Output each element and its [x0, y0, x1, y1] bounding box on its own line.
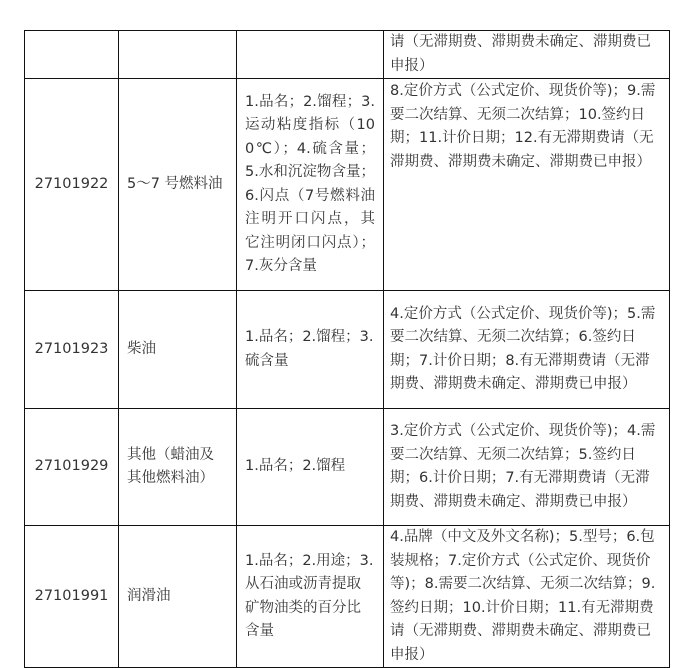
product-name-cell: 润滑油: [119, 526, 237, 668]
required-elements-cell: 1.品名；2.馏程；3.硫含量: [237, 291, 384, 409]
table-row: [25, 291, 670, 409]
hs-code-cell: 27101929: [25, 409, 119, 526]
table-row: [25, 526, 670, 668]
hs-code-cell: 27101991: [25, 526, 119, 668]
table-row: [25, 31, 670, 79]
hs-code-cell: 27101922: [25, 79, 119, 291]
declaration-elements-table: [24, 30, 670, 668]
other-elements-cell: 请（无滞期费、滞期费未确定、滞期费已申报）: [384, 31, 670, 79]
required-elements-cell: 1.品名；2.馏程: [237, 409, 384, 526]
required-elements-cell: 1.品名；2.用途；3.从石油或沥青提取矿物油类的百分比含量: [237, 526, 384, 668]
required-elements-cell: 1.品名；2.馏程；3.运动粘度指标（100℃）；4.硫含量；5.水和沉淀物含量；6.闪点（7号燃料油注明开口闪点，其它注明闭口闪点）；7.灰分含量: [237, 79, 384, 291]
table-row: [25, 79, 670, 291]
other-elements-cell: 8.定价方式（公式定价、现货价等)；9.需要二次结算、无须二次结算；10.签约日期；11.计价日期；12.有无滞期费请（无滞期费、滞期费未确定、滞期费已申报）: [384, 79, 670, 291]
product-name-cell: 柴油: [119, 291, 237, 409]
product-name-cell: [119, 31, 237, 79]
required-elements-cell: [237, 31, 384, 79]
other-elements-cell: 3.定价方式（公式定价、现货价等)；4.需要二次结算、无须二次结算；5.签约日期；6.计价日期；7.有无滞期费请（无滞期费、滞期费未确定、滞期费已申报）: [384, 409, 670, 526]
other-elements-cell: 4.品牌（中文及外文名称)；5.型号；6.包装规格；7.定价方式（公式定价、现货价等)；8.需要二次结算、无须二次结算；9.签约日期；10.计价日期；11.有无滞期费请（无滞期费、滞期费未确定、滞期费已申报）: [384, 526, 670, 668]
table-row: [25, 409, 670, 526]
hs-code-cell: [25, 31, 119, 79]
product-name-cell: 5～7 号燃料油: [119, 79, 237, 291]
hs-code-cell: 27101923: [25, 291, 119, 409]
product-name-cell: 其他（蜡油及其他燃料油）: [119, 409, 237, 526]
other-elements-cell: 4.定价方式（公式定价、现货价等)；5.需要二次结算、无须二次结算；6.签约日期；7.计价日期；8.有无滞期费请（无滞期费、滞期费未确定、滞期费已申报）: [384, 291, 670, 409]
